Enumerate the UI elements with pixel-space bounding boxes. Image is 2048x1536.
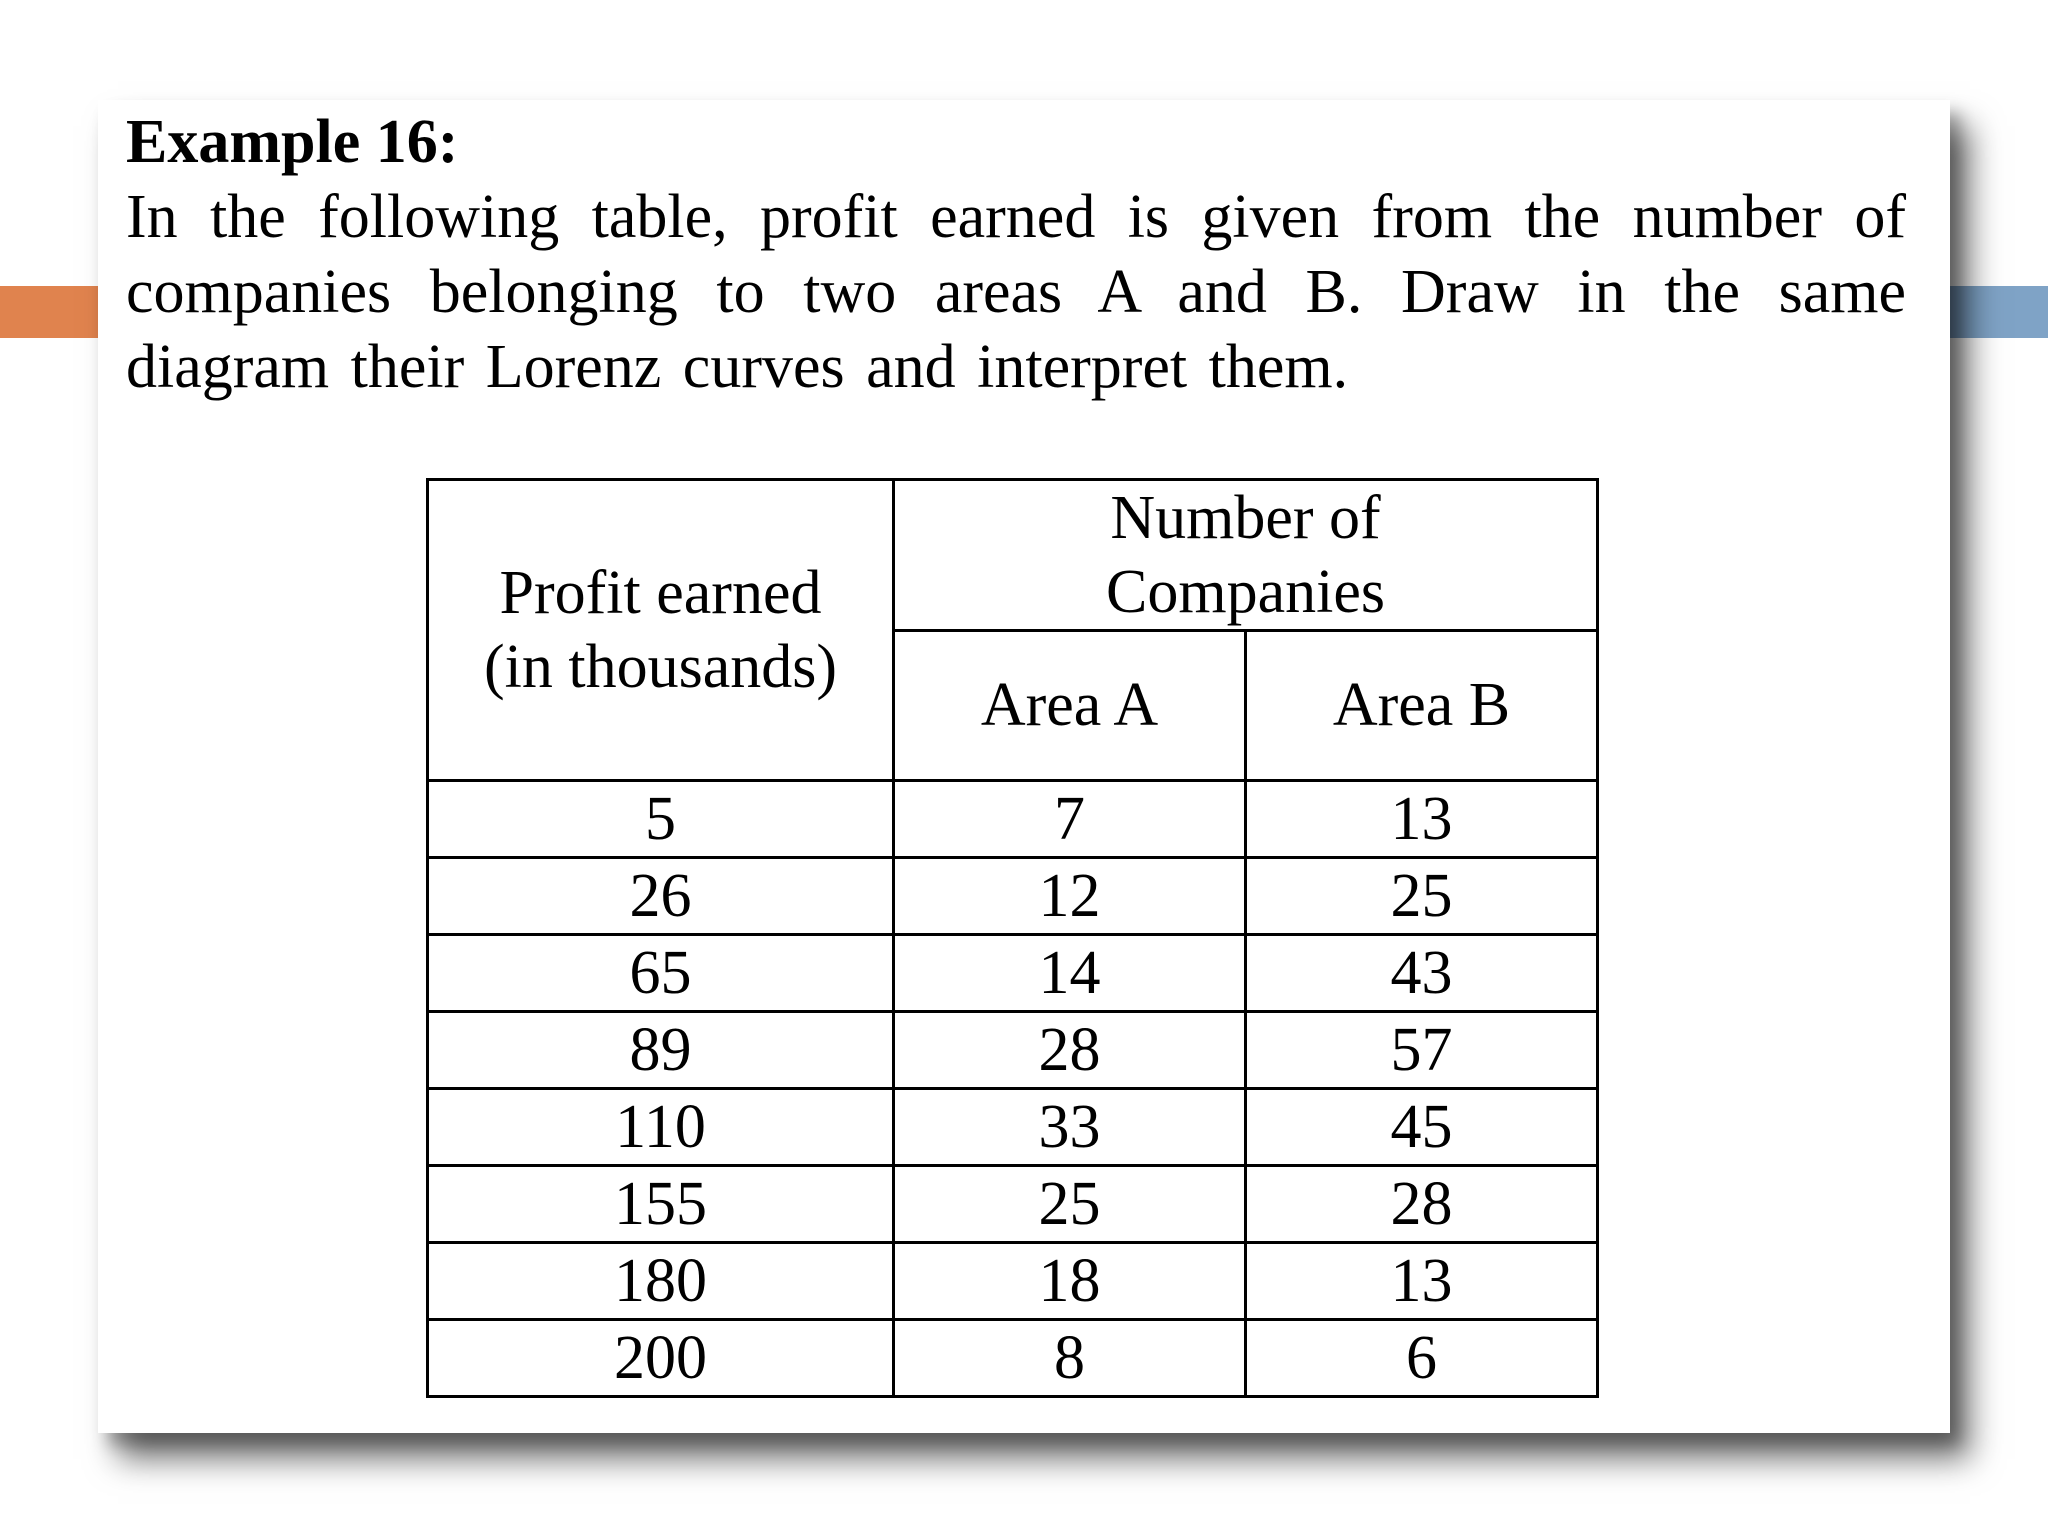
area-b-cell: 13	[1246, 1243, 1598, 1320]
table-row	[428, 858, 1598, 935]
example-title: Example 16:	[126, 108, 459, 176]
slide-card	[98, 100, 1950, 1433]
profit-cell: 26	[428, 858, 894, 935]
profit-header-line1: Profit earned	[499, 559, 822, 627]
profit-table	[426, 478, 1599, 1398]
area-a-cell: 28	[894, 1012, 1246, 1089]
profit-cell: 89	[428, 1012, 894, 1089]
area-a-header: Area A	[894, 631, 1246, 781]
profit-cell: 200	[428, 1320, 894, 1397]
profit-cell: 155	[428, 1166, 894, 1243]
area-b-cell: 43	[1246, 935, 1598, 1012]
profit-header-cell	[428, 480, 894, 781]
profit-cell: 65	[428, 935, 894, 1012]
companies-header-line2: Companies	[1106, 558, 1385, 626]
table-row	[428, 1012, 1598, 1089]
table-row	[428, 1089, 1598, 1166]
table-row	[428, 1243, 1598, 1320]
area-b-header: Area B	[1246, 631, 1598, 781]
table-row	[428, 935, 1598, 1012]
profit-cell: 5	[428, 781, 894, 858]
profit-cell: 110	[428, 1089, 894, 1166]
area-b-cell: 45	[1246, 1089, 1598, 1166]
area-b-cell: 28	[1246, 1166, 1598, 1243]
companies-header-line1: Number of	[1110, 484, 1381, 552]
profit-header-line2: (in thousands)	[483, 633, 838, 701]
area-b-cell: 13	[1246, 781, 1598, 858]
accent-bar-right	[1948, 286, 2048, 338]
area-a-cell: 18	[894, 1243, 1246, 1320]
table-row	[428, 781, 1598, 858]
area-a-cell: 7	[894, 781, 1246, 858]
table-row	[428, 1166, 1598, 1243]
accent-bar-left	[0, 286, 100, 338]
problem-statement: In the following table, profit earned is given from the number of companies belonging to two areas A and B. Draw in the same diagram their Lorenz curves and interpret them.	[126, 183, 1906, 401]
area-a-cell: 12	[894, 858, 1246, 935]
area-b-cell: 57	[1246, 1012, 1598, 1089]
area-a-cell: 8	[894, 1320, 1246, 1397]
companies-group-header	[894, 480, 1598, 631]
area-b-cell: 25	[1246, 858, 1598, 935]
profit-cell: 180	[428, 1243, 894, 1320]
table-body	[428, 781, 1598, 1397]
area-a-cell: 33	[894, 1089, 1246, 1166]
table-row	[428, 1320, 1598, 1397]
area-a-cell: 25	[894, 1166, 1246, 1243]
area-b-cell: 6	[1246, 1320, 1598, 1397]
area-a-cell: 14	[894, 935, 1246, 1012]
